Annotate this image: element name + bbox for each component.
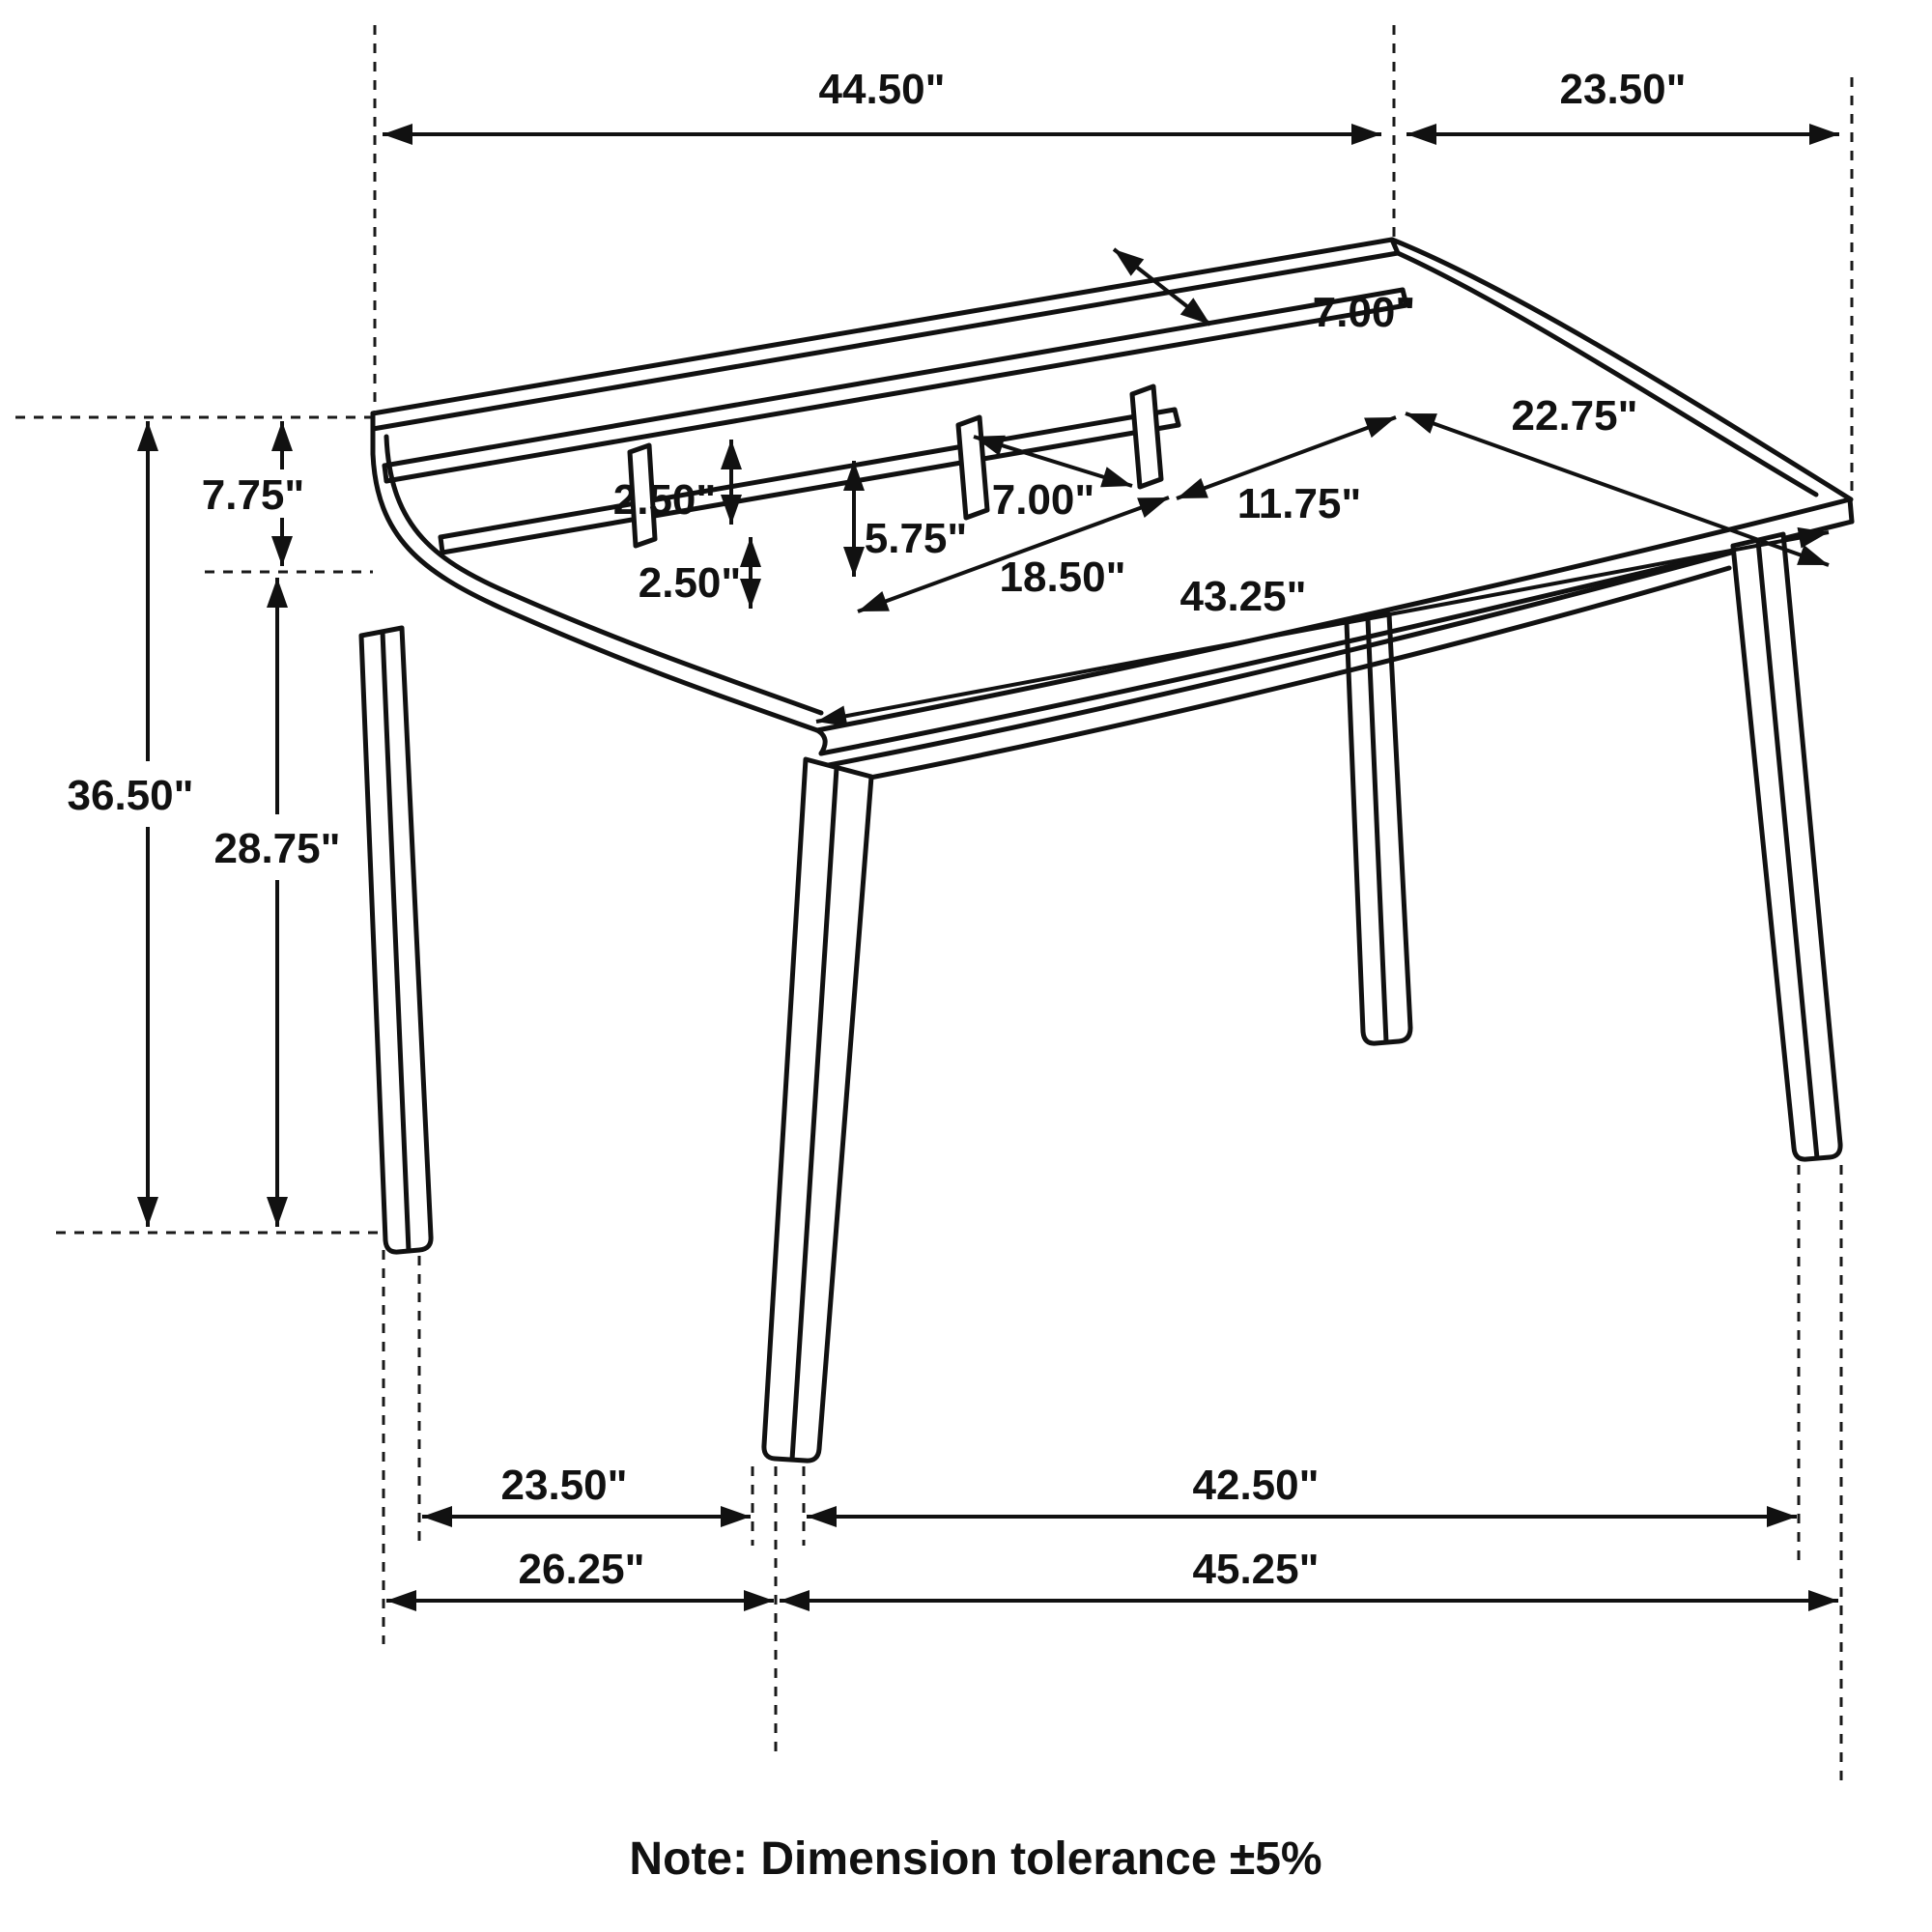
leg-rear-right bbox=[1347, 614, 1410, 1043]
dim-top-width bbox=[383, 66, 1381, 134]
dim-label-side-leg-span: 42.50" bbox=[1192, 1462, 1320, 1509]
dim-left-base-width bbox=[386, 1546, 774, 1601]
dim-shelf-gap-lower bbox=[639, 537, 751, 609]
left-panel-inner-curve bbox=[386, 437, 821, 713]
right-side-panel bbox=[1392, 240, 1851, 499]
tolerance-note: Note: Dimension tolerance ±5% bbox=[629, 1833, 1322, 1885]
dim-side-leg-span bbox=[807, 1462, 1797, 1517]
dim-top-side bbox=[1406, 66, 1839, 134]
right-panel-outer-curve bbox=[1392, 240, 1851, 499]
desktop-right-tip-cap bbox=[1850, 499, 1852, 522]
dim-label-overall-height: 36.50" bbox=[67, 772, 194, 819]
dim-right-cubby-width bbox=[1177, 417, 1396, 527]
dim-label-shelf-depth: 7.00" bbox=[1312, 289, 1416, 336]
cubby-shelf-left-cap bbox=[440, 537, 442, 553]
desktop-front-edge-top bbox=[817, 499, 1850, 730]
cubby-divider-right bbox=[1132, 386, 1161, 487]
dim-label-left-section-width: 18.50" bbox=[999, 554, 1126, 601]
dim-label-right-cubby-width: 11.75" bbox=[1236, 480, 1362, 527]
dim-label-front-leg-span: 23.50" bbox=[500, 1462, 628, 1509]
dim-label-cubby-width: 7.00" bbox=[991, 476, 1095, 524]
dim-label-shelf-gap-lower: 2.50" bbox=[638, 559, 742, 607]
dim-front-leg-span bbox=[422, 1462, 751, 1517]
dim-label-overall-base-width: 45.25" bbox=[1192, 1546, 1320, 1593]
dim-label-surface-depth: 22.75" bbox=[1511, 392, 1638, 440]
dim-label-hutch-height: 7.75" bbox=[201, 471, 305, 519]
back-rail-top-edge bbox=[373, 240, 1392, 413]
cubby-divider-middle bbox=[958, 417, 987, 518]
dim-label-left-base-width: 26.25" bbox=[518, 1546, 645, 1593]
dim-surface-width-line bbox=[816, 532, 1829, 722]
top-shelf-front-top-edge bbox=[384, 290, 1403, 466]
back-rail-bottom-edge bbox=[373, 253, 1398, 429]
leg-front-left bbox=[764, 759, 871, 1461]
leg-front-left-outline bbox=[764, 759, 871, 1461]
cubby-shelf-right-cap bbox=[1175, 410, 1179, 425]
dim-overall-base-width bbox=[780, 1546, 1838, 1601]
cubby-organizer bbox=[440, 386, 1179, 553]
dim-label-surface-height: 28.75" bbox=[213, 825, 341, 872]
leg-rear-left bbox=[361, 628, 431, 1252]
top-shelf-left-cap bbox=[384, 466, 386, 481]
dim-label-top-side: 23.50" bbox=[1559, 66, 1687, 113]
dim-surface-height bbox=[214, 578, 341, 1227]
dim-cubby-width bbox=[974, 437, 1132, 524]
dim-label-shelf-gap-upper: 2.50" bbox=[612, 476, 717, 524]
dim-overall-height bbox=[68, 421, 194, 1227]
dim-label-surface-width: 43.25" bbox=[1179, 573, 1307, 620]
left-side-panel bbox=[373, 413, 821, 730]
dimensions bbox=[68, 66, 1839, 1601]
dim-label-top-width: 44.50" bbox=[818, 66, 946, 113]
dim-hutch-height bbox=[202, 421, 305, 566]
right-panel-inner-curve bbox=[1398, 253, 1816, 495]
dim-label-divider-height: 5.75" bbox=[864, 515, 968, 562]
top-shelf-front-bottom-edge bbox=[386, 305, 1406, 481]
desktop-front-left-corner bbox=[817, 730, 825, 753]
dim-surface-width bbox=[816, 532, 1829, 722]
hutch bbox=[373, 240, 1406, 481]
leg-front-right bbox=[1733, 534, 1840, 1159]
